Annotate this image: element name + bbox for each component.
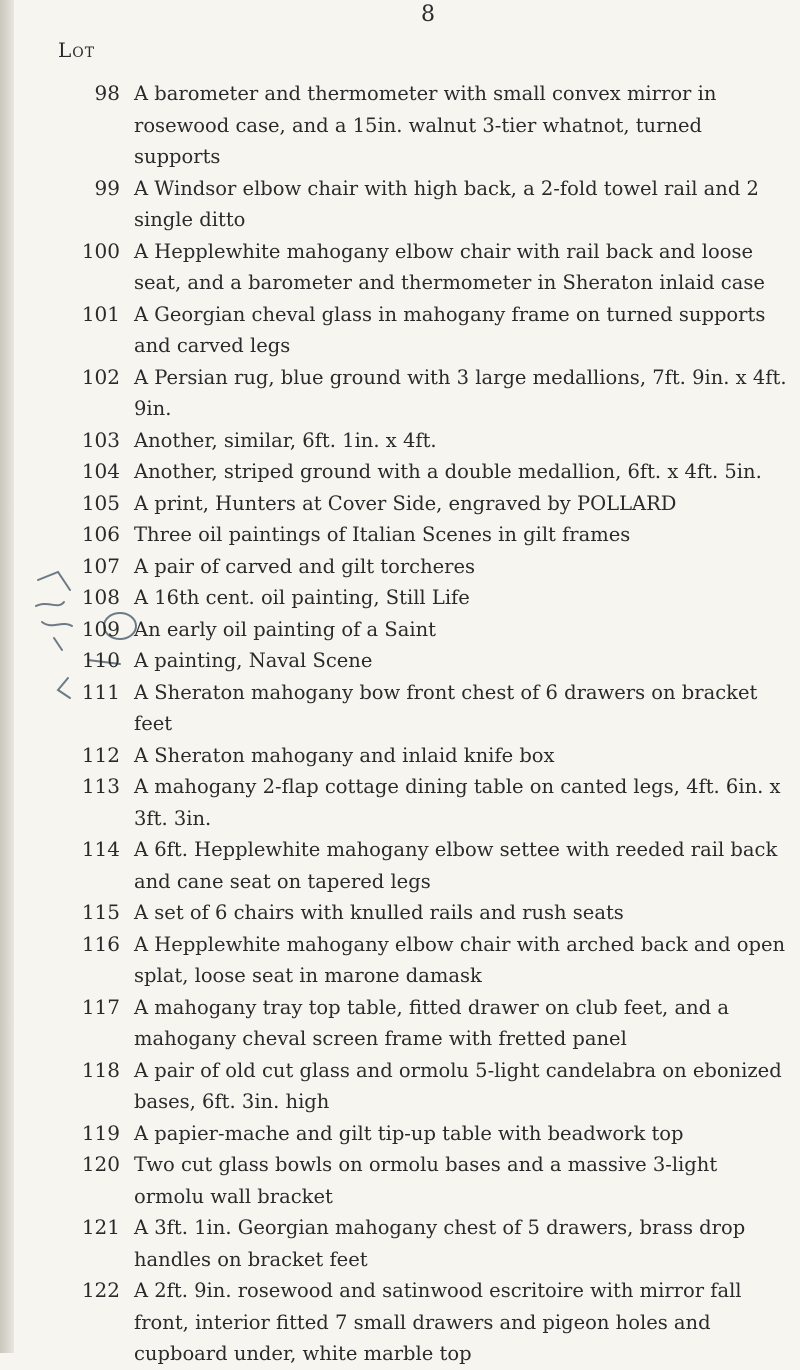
list-item xyxy=(48,929,788,992)
lot-number: 101 xyxy=(81,301,120,326)
lot-description: Three oil paintings of Italian Scenes in gilt frames xyxy=(134,523,631,546)
lot-number: 108 xyxy=(81,585,120,609)
lot-number: 106 xyxy=(81,522,120,546)
lot-number: 113 xyxy=(81,774,120,798)
lot-description: A 3ft. 1in. Georgian mahogany chest of 5 drawers, brass drop handles on bracket feet xyxy=(134,1216,746,1271)
lot-number: 103 xyxy=(81,427,120,452)
list-item xyxy=(48,236,788,299)
lot-number: 111 xyxy=(81,679,120,704)
lot-number: 102 xyxy=(81,364,120,389)
lot-description: A 2ft. 9in. rosewood and satinwood escritoire with mirror fall front, interior fitted 7 small drawers and pigeon holes and cupboard under, white marble top xyxy=(134,1279,742,1365)
lot-description: A Sheraton mahogany and inlaid knife box xyxy=(134,743,555,767)
list-item xyxy=(48,1149,788,1212)
list-item xyxy=(48,582,788,614)
lot-number: 120 xyxy=(81,1152,120,1176)
lot-number: 115 xyxy=(81,900,120,924)
list-item xyxy=(48,1275,788,1370)
lot-number: 116 xyxy=(81,931,120,956)
lot-description: Another, striped ground with a double medallion, 6ft. x 4ft. 5in. xyxy=(134,460,762,483)
lot-number: 118 xyxy=(81,1057,120,1082)
lot-list xyxy=(48,78,788,1370)
lot-number: 100 xyxy=(81,238,120,263)
list-item xyxy=(48,677,788,740)
lot-description: A barometer and thermometer with small convex mirror in rosewood case, and a 15in. walnut 3-tier whatnot, turned supports xyxy=(134,82,717,168)
lot-number: 114 xyxy=(81,837,120,861)
lot-description: A 16th cent. oil painting, Still Life xyxy=(134,586,470,609)
lot-description: Two cut glass bowls on ormolu bases and a massive 3-light ormolu wall bracket xyxy=(134,1153,718,1208)
lot-column-heading: Lot xyxy=(58,38,96,62)
lot-description: A pair of carved and gilt torcheres xyxy=(134,554,476,578)
lot-number: 105 xyxy=(81,490,120,515)
lot-number: 122 xyxy=(81,1278,120,1302)
list-item xyxy=(48,614,788,646)
list-item xyxy=(48,519,788,551)
list-item xyxy=(48,456,788,488)
lot-description: An early oil painting of a Saint xyxy=(134,617,437,641)
list-item xyxy=(48,1212,788,1275)
lot-number: 98 xyxy=(94,81,120,105)
lot-description: A Georgian cheval glass in mahogany frame on turned supports and carved legs xyxy=(134,302,766,357)
list-item xyxy=(48,992,788,1055)
lot-description: A Sheraton mahogany bow front chest of 6 drawers on bracket feet xyxy=(134,680,758,735)
list-item xyxy=(48,173,788,236)
list-item xyxy=(48,299,788,362)
lot-description: A Hepplewhite mahogany elbow chair with arched back and open splat, loose seat in marone damask xyxy=(134,932,786,987)
lot-description: A Hepplewhite mahogany elbow chair with rail back and loose seat, and a barometer and thermometer in Sheraton inlaid case xyxy=(134,239,765,294)
list-item xyxy=(48,1055,788,1118)
list-item xyxy=(48,740,788,772)
list-item xyxy=(48,645,788,677)
lot-number: 99 xyxy=(94,175,120,200)
lot-description: A papier-mache and gilt tip-up table with beadwork top xyxy=(134,1121,684,1145)
lot-number: 104 xyxy=(81,459,120,483)
lot-description: A mahogany tray top table, fitted drawer on club feet, and a mahogany cheval screen frame with fretted panel xyxy=(134,995,729,1050)
list-item xyxy=(48,897,788,929)
lot-description: A set of 6 chairs with knulled rails and rush seats xyxy=(134,901,624,924)
list-item xyxy=(48,551,788,583)
lot-number: 109 xyxy=(81,616,120,641)
lot-number: 112 xyxy=(81,742,120,767)
list-item xyxy=(48,1118,788,1150)
list-item xyxy=(48,425,788,457)
lot-number: 107 xyxy=(81,553,120,578)
lot-description: A pair of old cut glass and ormolu 5-light candelabra on ebonized bases, 6ft. 3in. high xyxy=(134,1058,782,1113)
list-item xyxy=(48,834,788,897)
list-item xyxy=(48,488,788,520)
lot-description: A painting, Naval Scene xyxy=(134,649,373,672)
lot-description: Another, similar, 6ft. 1in. x 4ft. xyxy=(134,428,437,452)
lot-number: 110 xyxy=(81,648,120,672)
lot-description: A 6ft. Hepplewhite mahogany elbow settee with reeded rail back and cane seat on tapered legs xyxy=(134,838,778,893)
lot-description: A print, Hunters at Cover Side, engraved by POLLARD xyxy=(134,491,677,515)
page-number: 8 xyxy=(421,2,435,27)
page-edge xyxy=(0,0,14,1353)
lot-number: 117 xyxy=(81,994,120,1019)
lot-number: 121 xyxy=(81,1215,120,1239)
lot-number: 119 xyxy=(81,1120,120,1145)
lot-description: A Persian rug, blue ground with 3 large medallions, 7ft. 9in. x 4ft. 9in. xyxy=(134,365,787,420)
list-item xyxy=(48,362,788,425)
lot-description: A mahogany 2-flap cottage dining table on canted legs, 4ft. 6in. x 3ft. 3in. xyxy=(134,775,781,830)
list-item xyxy=(48,771,788,834)
list-item xyxy=(48,78,788,173)
lot-description: A Windsor elbow chair with high back, a 2-fold towel rail and 2 single ditto xyxy=(134,176,759,231)
